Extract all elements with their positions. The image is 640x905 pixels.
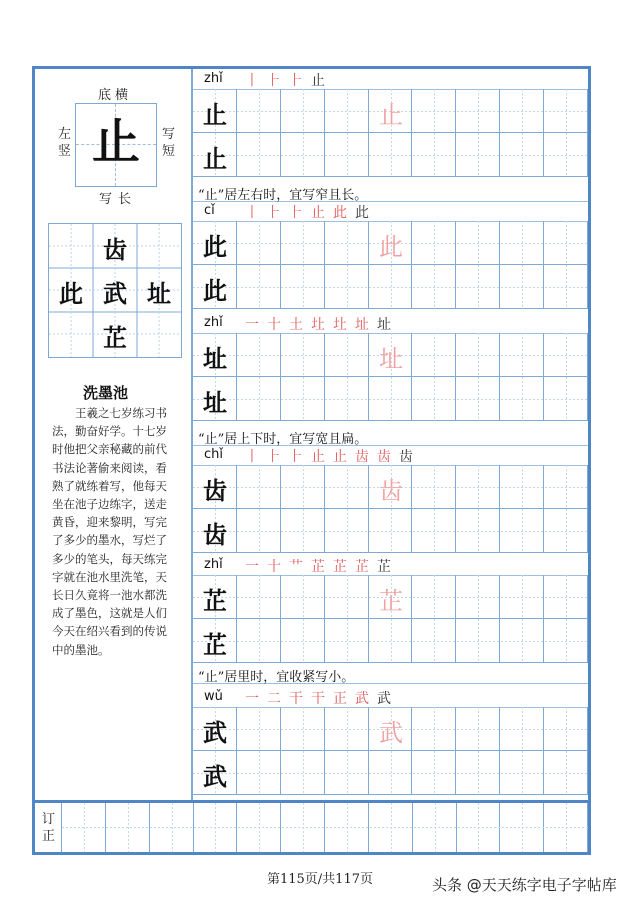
stroke-step: 干 (289, 691, 303, 707)
stroke-step: 圵 (311, 317, 325, 333)
stroke-step: ⺊ (267, 73, 281, 89)
story-line: 中的墨池。 (52, 642, 110, 657)
practice-grid-row (193, 377, 588, 421)
correction-label-1: 订 (42, 812, 56, 827)
stroke-step: 武 (355, 691, 369, 707)
practice-grid-row (193, 133, 588, 177)
stroke-step: 武 (377, 691, 391, 707)
related-grid (48, 223, 182, 358)
practice-grid-row (193, 265, 588, 309)
structure-box (75, 103, 157, 187)
related-center: 武 (103, 279, 127, 308)
stroke-step: 十 (267, 559, 281, 575)
stroke-step: 丨 (245, 73, 259, 89)
model-character: 止 (202, 100, 227, 129)
story-line: 多少的笔头，每天练完 (52, 551, 167, 566)
pinyin-label: wǔ (204, 689, 223, 704)
pinyin-label: zhǐ (204, 71, 223, 86)
stroke-step: 此 (355, 205, 369, 221)
writing-tip: “止”居里时，宜收紧写小。 (198, 670, 355, 685)
story-title: 洗墨池 (83, 384, 129, 402)
story-line: 坐在池子边练字，送走 (52, 497, 167, 512)
stroke-step: 丨 (245, 205, 259, 221)
stroke-step: 艹 (289, 559, 303, 575)
practice-grid-row (193, 619, 588, 663)
practice-grid-row (193, 509, 588, 553)
writing-tip: “止”居左右时，宜写窄且长。 (198, 188, 368, 203)
stroke-step: 址 (355, 317, 369, 333)
model-character: 齿 (202, 476, 227, 505)
story-line: 长日久竟将一池水都洗 (52, 588, 167, 603)
trace-character: 芷 (378, 587, 403, 615)
trace-character: 止 (378, 101, 403, 129)
story-line: 黄昏，迎来黎明，写完 (52, 515, 167, 530)
stroke-step: ⺊ (289, 73, 303, 89)
stroke-step: ⺊ (267, 449, 281, 465)
structure-right-label: 写短 (162, 127, 176, 159)
practice-grid-row (193, 751, 588, 795)
stroke-step: ⺊ (289, 205, 303, 221)
story-line: 书法论著偷来阅读，看 (52, 460, 167, 475)
model-character: 芷 (202, 586, 227, 615)
model-character: 芷 (202, 630, 227, 659)
model-character: 址 (202, 388, 227, 417)
stroke-step: 芷 (311, 559, 325, 575)
stroke-step: 土 (289, 317, 303, 333)
correction-row (35, 803, 588, 852)
pinyin-label: chǐ (204, 447, 223, 462)
story-line: 了多少的墨水，写烂了 (52, 533, 167, 548)
correction-grid (35, 803, 588, 852)
stroke-step: ⺊ (267, 205, 281, 221)
structure-top-label: 底横 (98, 88, 133, 103)
stroke-step: 齿 (377, 449, 391, 465)
trace-character: 齿 (378, 477, 403, 505)
stroke-step: 止 (311, 73, 325, 89)
story-line: 时他把父亲秘藏的前代 (52, 442, 167, 457)
correction-label-2: 正 (42, 829, 56, 844)
related-left: 此 (59, 279, 83, 308)
stroke-step: 止 (333, 449, 347, 465)
story-body (52, 404, 184, 659)
pinyin-label: cǐ (204, 203, 215, 218)
related-top: 齿 (103, 235, 127, 264)
structure-character: 止 (91, 114, 140, 170)
stroke-step: 干 (311, 691, 325, 707)
stroke-step: 正 (333, 691, 347, 707)
stroke-step: ⺊ (289, 449, 303, 465)
page-number: 第115页/共117页 (266, 872, 373, 887)
stroke-step: 芷 (355, 559, 369, 575)
model-character: 武 (202, 718, 227, 747)
stroke-step: 二 (267, 691, 281, 707)
watermark: 头条 @天天练字电子字帖库 (432, 876, 617, 894)
writing-tip: “止”居上下时，宜写宽且扁。 (198, 432, 368, 447)
story-line: 王羲之七岁练习书 (75, 406, 167, 420)
related-right: 址 (147, 279, 171, 308)
stroke-step: 圵 (333, 317, 347, 333)
related-bottom: 芷 (103, 323, 127, 352)
structure-bottom-label: 写长 (99, 192, 138, 207)
stroke-step: 一 (245, 559, 259, 575)
stroke-step: 此 (333, 205, 347, 221)
trace-character: 址 (378, 345, 403, 373)
stroke-step: 丨 (245, 449, 259, 465)
story-line: 法，勤奋好学。十七岁 (52, 424, 167, 439)
stroke-step: 止 (311, 205, 325, 221)
model-character: 止 (202, 144, 227, 173)
story-line: 成了墨色，这就是人们 (52, 606, 167, 621)
stroke-step: 齿 (355, 449, 369, 465)
story-line: 字就在池水里洗笔，天 (52, 569, 167, 584)
model-character: 址 (202, 344, 227, 373)
stroke-step: 一 (245, 317, 259, 333)
stroke-step: 一 (245, 691, 259, 707)
stroke-step: 址 (377, 317, 391, 333)
model-character: 武 (202, 762, 227, 791)
story-line: 今天在绍兴看到的传说 (52, 624, 167, 639)
structure-left-label: 左竖 (58, 127, 72, 159)
story-line: 熟了就练着写，他每天 (52, 478, 167, 493)
trace-character: 此 (378, 233, 403, 261)
stroke-step: 芷 (377, 559, 391, 575)
model-character: 齿 (202, 520, 227, 549)
stroke-step: 十 (267, 317, 281, 333)
model-character: 此 (202, 276, 227, 305)
stroke-step: 止 (311, 449, 325, 465)
pinyin-label: zhǐ (204, 315, 223, 330)
model-character: 此 (202, 232, 227, 261)
stroke-step: 芷 (333, 559, 347, 575)
pinyin-label: zhǐ (204, 557, 223, 572)
trace-character: 武 (378, 719, 403, 747)
stroke-step: 齿 (399, 449, 413, 465)
